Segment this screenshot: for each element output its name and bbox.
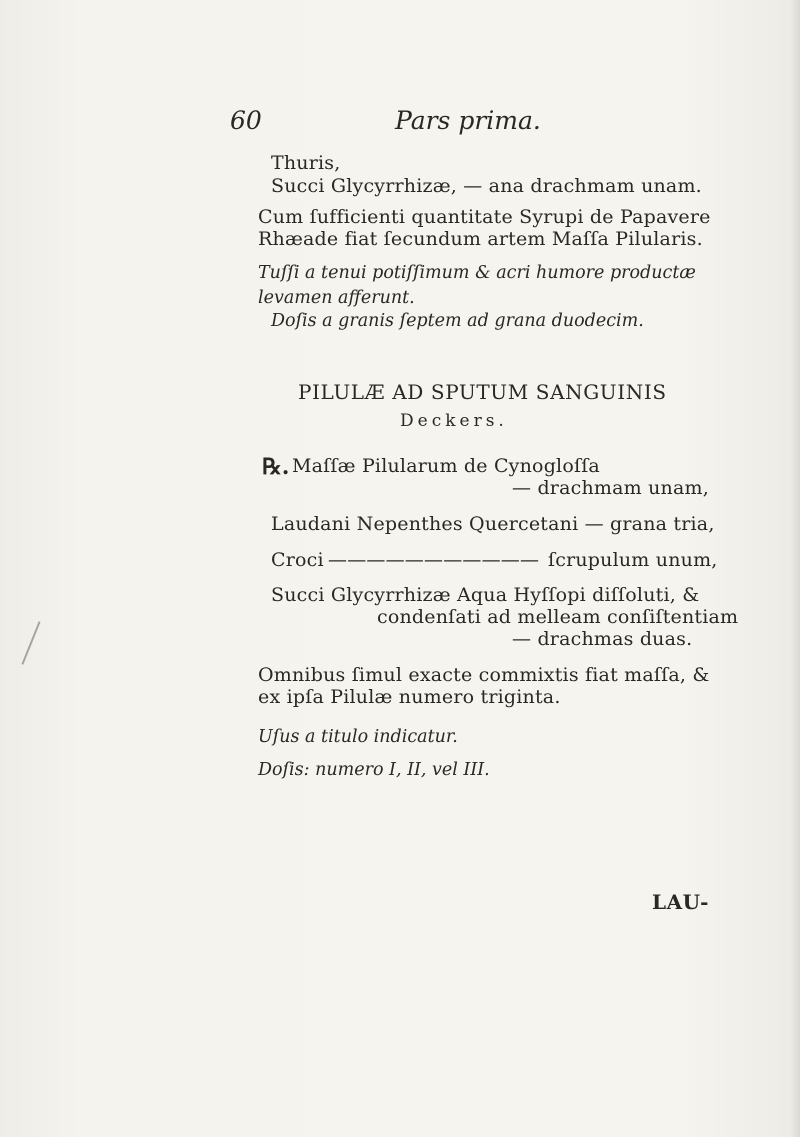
text-line-11-label: Croci [271,549,324,571]
text-line-2: Succi Glycyrrhizæ, — ana drachmam unam. [271,175,702,197]
text-line-1: Thuris, [271,152,341,174]
text-line-17: Uſus a titulo indicatur. [258,727,458,747]
recipe-symbol: ℞. [262,454,290,480]
section-author: Deckers. [400,411,508,431]
running-title: Pars prima. [395,106,541,135]
page-edge-shadow [790,0,800,1137]
text-line-15: Omnibus ſimul exacte commixtis fiat maſſa, & [258,664,710,686]
text-line-5: Tuſſi a tenui potiſſimum & acri humore productæ [258,263,696,283]
text-line-9: — drachmam unam, [512,477,709,499]
page-number: 60 [230,106,262,135]
text-line-4: Rhæade fiat ſecundum artem Maſſa Pilularis. [258,228,703,250]
text-line-7: Doſis a granis ſeptem ad grana duodecim. [271,311,644,331]
section-heading: PILULÆ AD SPUTUM SANGUINIS [298,380,667,404]
text-line-12: Succi Glycyrrhizæ Aqua Hyſſopi diſſoluti, & [271,584,700,606]
text-line-14: — drachmas duas. [512,628,693,650]
text-line-16: ex ipſa Pilulæ numero triginta. [258,686,561,708]
text-line-3: Cum ſufficienti quantitate Syrupi de Papavere [258,206,711,228]
text-line-11-amount: ſcrupulum unum, [548,549,718,571]
text-line-11-rule: ——————————— [328,549,540,571]
text-line-6: levamen afferunt. [258,288,415,308]
text-line-18: Doſis: numero I, II, vel III. [258,760,490,780]
text-line-8: Maſſæ Pilularum de Cynogloſſa [292,455,600,477]
catchword: LAU- [652,890,709,914]
margin-pencil-mark [21,621,40,664]
text-line-13: condenſati ad melleam conſiſtentiam [377,606,739,628]
text-line-10: Laudani Nepenthes Quercetani — grana tria, [271,513,715,535]
